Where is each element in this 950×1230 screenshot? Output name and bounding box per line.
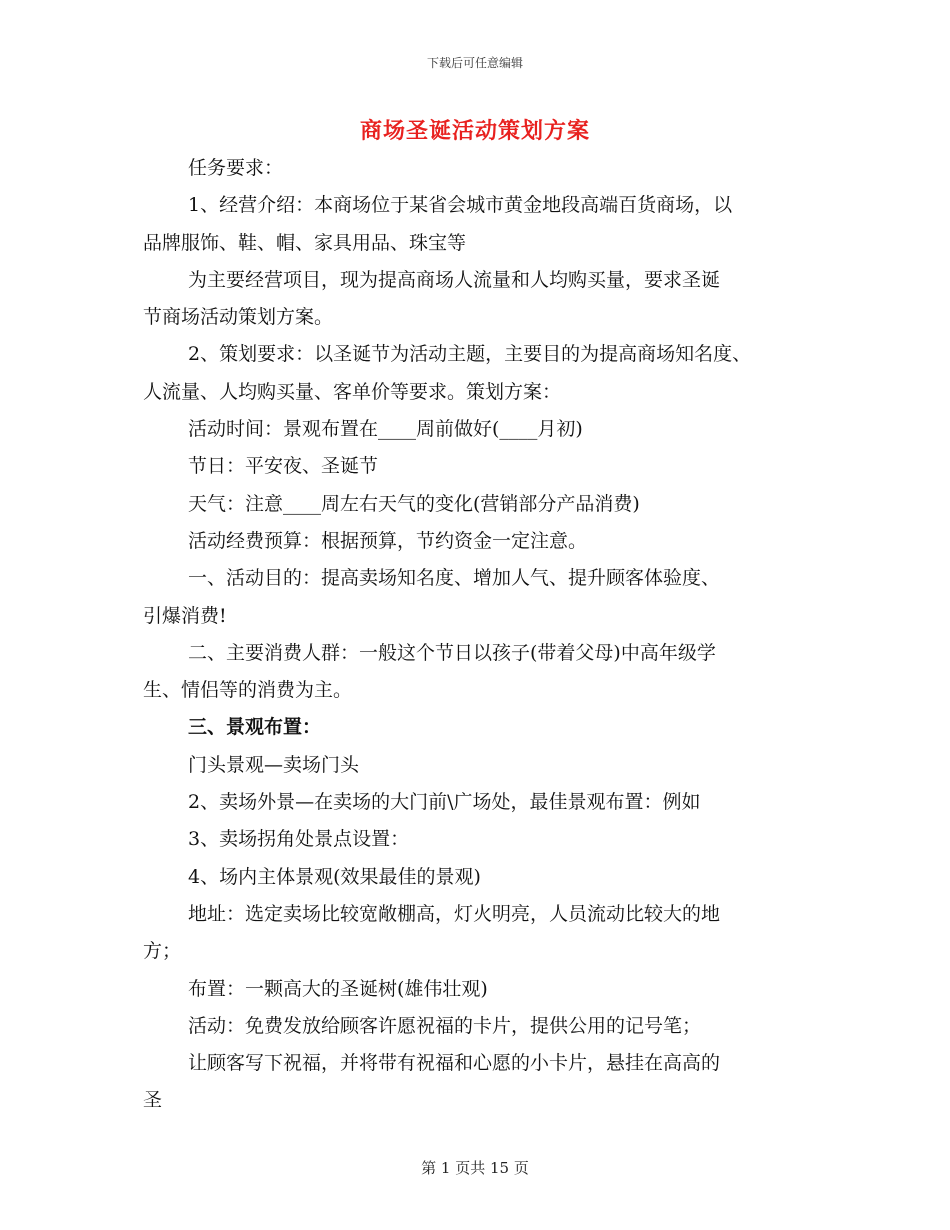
paragraph-line: 一、活动目的：提高卖场知名度、增加人气、提升顾客体验度、 [188, 567, 721, 590]
paragraph-line: 生、情侣等的消费为主。 [143, 679, 353, 702]
paragraph-line: 地址：选定卖场比较宽敞棚高，灯火明亮，人员流动比较大的地 [188, 902, 721, 925]
paragraph-line: 2、卖场外景—在卖场的大门前\广场处，最佳景观布置：例如 [188, 791, 701, 814]
paragraph-line: 活动时间：景观布置在____周前做好(____月初) [188, 418, 583, 441]
section-heading: 三、景观布置： [188, 716, 322, 739]
paragraph-line: 人流量、人均购买量、客单价等要求。策划方案： [143, 380, 562, 403]
paragraph-line: 2、策划要求：以圣诞节为活动主题，主要目的为提高商场知名度、 [188, 343, 752, 366]
paragraph-line: 活动：免费发放给顾客许愿祝福的卡片，提供公用的记号笔； [188, 1014, 702, 1037]
paragraph-line: 1、经营介绍：本商场位于某省会城市黄金地段高端百货商场，以 [188, 194, 733, 217]
paragraph-line: 节日：平安夜、圣诞节 [188, 455, 379, 478]
paragraph-line: 任务要求： [188, 157, 284, 179]
paragraph-line: 4、场内主体景观(效果最佳的景观) [188, 865, 481, 888]
paragraph-line: 二、主要消费人群：一般这个节日以孩子(带着父母)中高年级学 [188, 641, 716, 664]
paragraph-line: 让顾客写下祝福，并将带有祝福和心愿的小卡片，悬挂在高高的 [188, 1052, 721, 1075]
paragraph-line: 节商场活动策划方案。 [143, 306, 334, 329]
paragraph-line: 为主要经营项目，现为提高商场人流量和人均购买量，要求圣诞 [188, 268, 721, 291]
paragraph-line: 3、卖场拐角处景点设置： [188, 828, 410, 851]
page-footer: 第 1 页共 15 页 [421, 1159, 529, 1177]
paragraph-line: 引爆消费! [143, 604, 227, 627]
document-body [143, 150, 813, 1120]
paragraph-line: 方； [143, 940, 182, 963]
paragraph-line: 圣 [143, 1089, 163, 1112]
page-header: 下载后可任意编辑 [426, 56, 523, 70]
document-title: 商场圣诞活动策划方案 [359, 118, 590, 144]
paragraph-line: 活动经费预算：根据预算，节约资金一定注意。 [188, 529, 588, 552]
paragraph-line: 天气：注意____周左右天气的变化(营销部分产品消费) [188, 492, 640, 515]
paragraph-line: 布置：一颗高大的圣诞树(雄伟壮观) [188, 977, 488, 1000]
paragraph-line: 门头景观—卖场门头 [188, 753, 360, 776]
paragraph-line: 品牌服饰、鞋、帽、家具用品、珠宝等 [143, 231, 467, 254]
